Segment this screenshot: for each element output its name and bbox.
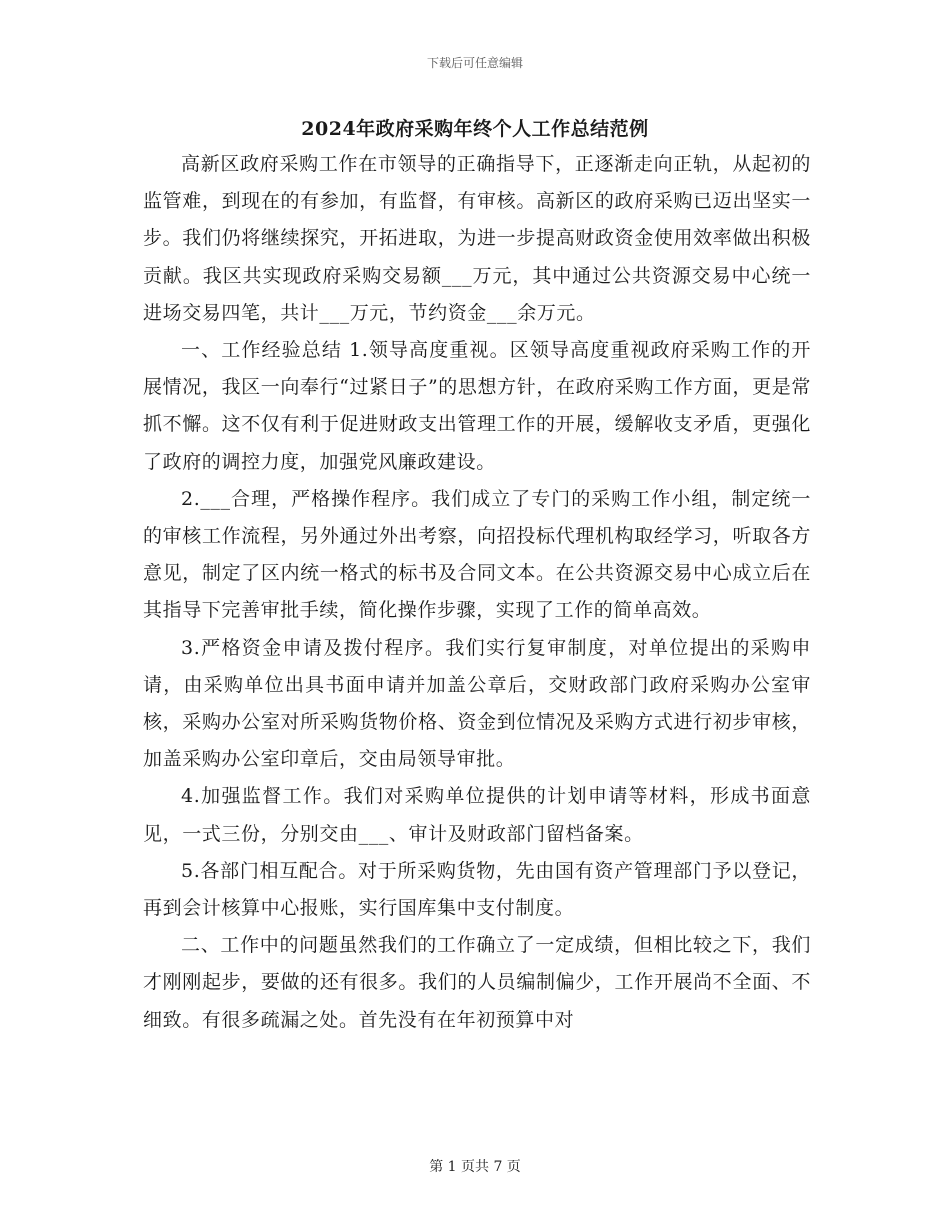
- paragraph-section-2: 二、工作中的问题虽然我们的工作确立了一定成绩，但相比较之下，我们才刚刚起步，要做的还有很多。我们的人员编制偏少，工作开展尚不全面、不细致。有很多疏漏之处。首先没有在年初预算中对: [143, 934, 811, 1031]
- header-note: 下载后可任意编辑: [426, 56, 523, 70]
- document-title: 2024年政府采购年终个人工作总结范例: [301, 118, 649, 140]
- page-footer: 第 1 页共 7 页: [429, 1159, 521, 1175]
- document-body: [143, 146, 811, 1039]
- paragraph-section-1: 一、工作经验总结 1.领导高度重视。区领导高度重视政府采购工作的开展情况，我区一向奉行“过紧日子”的思想方针，在政府采购工作方面，更是常抓不懈。这不仅有利于促进财政支出管理工作的开展，缓解收支矛盾，更强化了政府的调控力度，加强党风廉政建设。: [143, 339, 811, 473]
- paragraph-item-2: 2.___合理，严格操作程序。我们成立了专门的采购工作小组，制定统一的审核工作流程，另外通过外出考察，向招投标代理机构取经学习，听取各方意见，制定了区内统一格式的标书及合同文本。在公共资源交易中心成立后在其指导下完善审批手续，简化操作步骤，实现了工作的简单高效。: [143, 487, 811, 622]
- paragraph-item-3: 3.严格资金申请及拨付程序。我们实行复审制度，对单位提出的采购申请，由采购单位出具书面申请并加盖公章后，交财政部门政府采购办公室审核，采购办公室对所采购货物价格、资金到位情况及采购方式进行初步审核，加盖采购办公室印章后，交由局领导审批。: [143, 636, 811, 771]
- paragraph-item-5: 5.各部门相互配合。对于所采购货物，先由国有资产管理部门予以登记，再到会计核算中心报账，实行国库集中支付制度。: [143, 859, 811, 920]
- paragraph-item-4: 4.加强监督工作。我们对采购单位提供的计划申请等材料，形成书面意见，一式三份，分别交由___、审计及财政部门留档备案。: [143, 785, 811, 845]
- paragraph-intro: 高新区政府采购工作在市领导的正确指导下，正逐渐走向正轨，从起初的监管难，到现在的有参加，有监督，有审核。高新区的政府采购已迈出坚实一步。我们仍将继续探究，开拓进取，为进一步提高财政资金使用效率做出积极贡献。我区共实现政府采购交易额___万元，其中通过公共资源交易中心统一进场交易四笔，共计___万元，节约资金___余万元。: [143, 153, 811, 324]
